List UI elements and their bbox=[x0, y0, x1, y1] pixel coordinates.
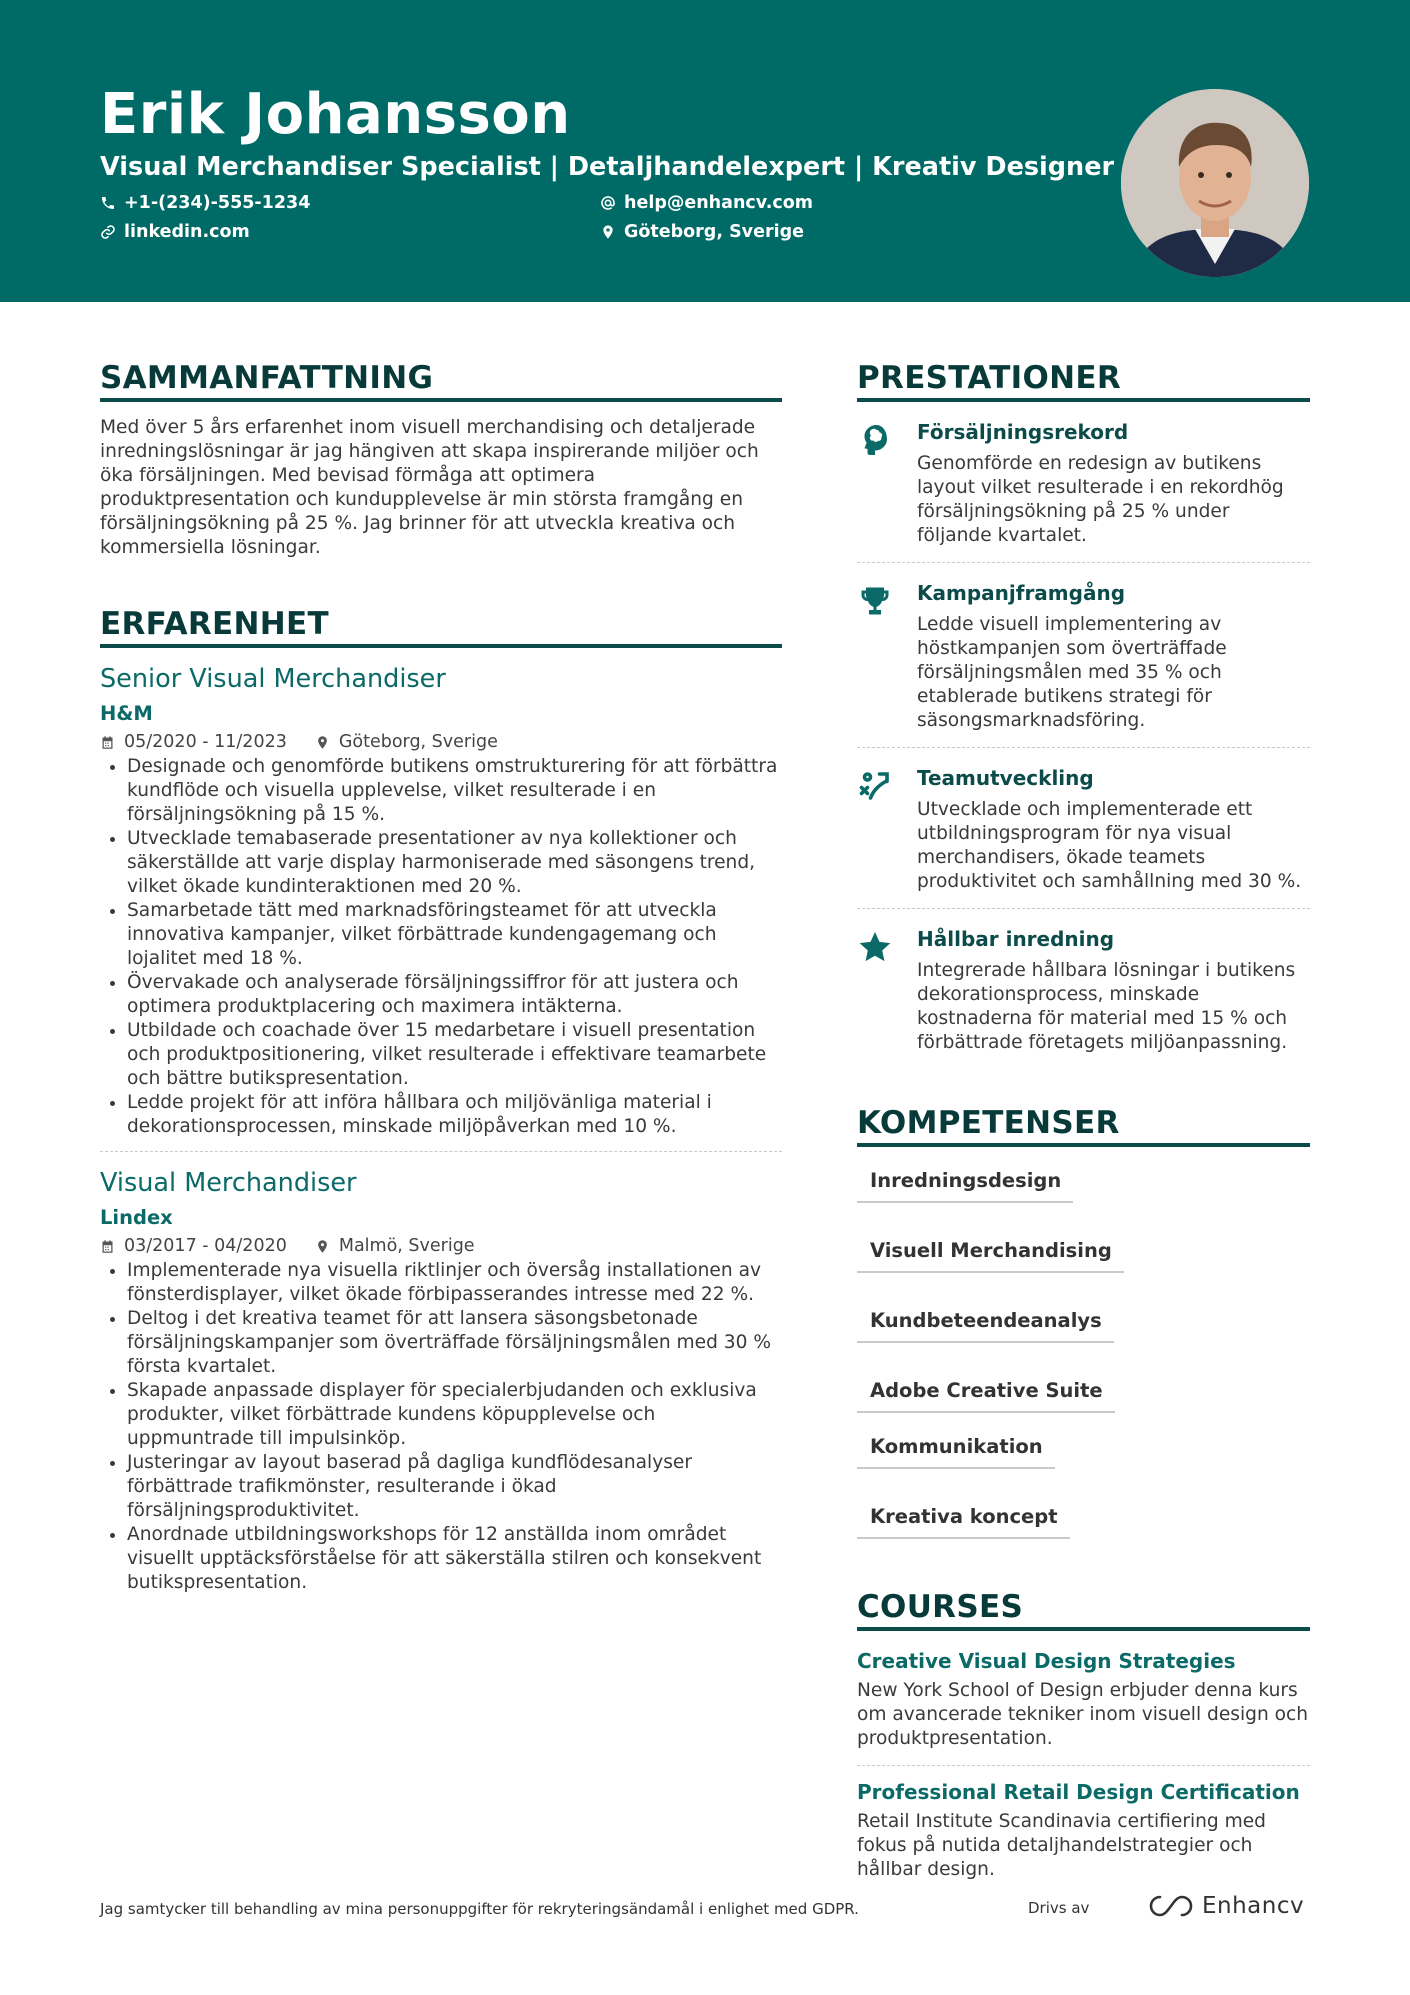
email-contact[interactable] bbox=[600, 193, 813, 213]
calendar-icon bbox=[100, 1239, 115, 1254]
job-dates: 05/2020 - 11/2023 bbox=[124, 732, 287, 752]
achievement-title: Kampanjframgång bbox=[917, 581, 1126, 605]
summary-section bbox=[100, 360, 782, 560]
course-text: New York School of Design erbjuder denna kurs om avancerade tekniker inom visuell design och produktpresentation. bbox=[857, 1680, 1309, 1749]
course-item bbox=[857, 1631, 1310, 1765]
job-bullet: • Anordnade utbildningsworkshops för 12 anställda inom området visuellt upptäcksförståelse för att säkerställa stilren och konsekvent butikspresentation. bbox=[127, 1523, 782, 1595]
map-pin-icon bbox=[315, 735, 330, 750]
job-bullet: • Utvecklade temabaserade presentationer av nya kollektioner och säkerställde att varje display harmoniserade med säsongens trend, vilket ökade kundinteraktionen med 20 %. bbox=[127, 827, 782, 899]
strategy-icon bbox=[857, 768, 893, 804]
email-text: help@enhancv.com bbox=[624, 193, 814, 213]
header bbox=[0, 0, 1410, 302]
job-dates: 03/2017 - 04/2020 bbox=[124, 1236, 287, 1256]
job-meta bbox=[100, 1236, 782, 1256]
job-location-text: Malmö, Sverige bbox=[338, 1236, 475, 1256]
skill-tag: Kreativa koncept bbox=[857, 1497, 1070, 1539]
profile-photo bbox=[1121, 89, 1309, 277]
phone-contact[interactable] bbox=[100, 193, 310, 213]
enhancv-brand: Enhancv bbox=[1202, 1893, 1305, 1919]
achievement-item bbox=[857, 909, 1310, 1069]
candidate-name: Erik Johansson bbox=[100, 82, 571, 147]
job-bullets bbox=[100, 755, 782, 1139]
candidate-title: Visual Merchandiser Specialist | Detaljhandelexpert | Kreativ Designer bbox=[100, 152, 1115, 182]
course-title: Creative Visual Design Strategies bbox=[857, 1649, 1236, 1673]
star-icon bbox=[857, 929, 893, 965]
job-entry bbox=[100, 664, 782, 1139]
job-title: Senior Visual Merchandiser bbox=[100, 664, 446, 694]
course-item bbox=[857, 1766, 1310, 1882]
skills-heading: KOMPETENSER bbox=[857, 1105, 1310, 1147]
course-title: Professional Retail Design Certification bbox=[857, 1780, 1300, 1804]
map-pin-icon bbox=[600, 224, 616, 240]
phone-icon bbox=[100, 195, 116, 211]
job-bullet: • Deltog i det kreativa teamet för att lansera säsongsbetonade försäljningskampanjer som överträffade försäljningsmålen med 30 % första kvartalet. bbox=[127, 1307, 782, 1379]
job-meta bbox=[100, 732, 782, 752]
achievement-title: Försäljningsrekord bbox=[917, 420, 1129, 444]
achievement-text: Genomförde en redesign av butikens layout vilket resulterade i en rekordhög försäljningsökning på 25 % under följande kvartalet. bbox=[917, 453, 1284, 546]
achievements-heading: PRESTATIONER bbox=[857, 360, 1310, 402]
job-bullet: • Utbildade och coachade över 15 medarbetare i visuell presentation och produktpositionering, vilket resulterade i effektivare teamarbete och bättre butikspresentation. bbox=[127, 1019, 782, 1091]
job-bullet: • Övervakade och analyserade försäljningssiffror för att justera och optimera produktplacering och maximera intäkterna. bbox=[127, 971, 782, 1019]
achievement-text: Utvecklade och implementerade ett utbildningsprogram för nya visual merchandisers, ökade teamets produktivitet och samhållning med 30 %. bbox=[917, 799, 1302, 892]
achievement-item bbox=[857, 748, 1310, 908]
achievement-title: Teamutveckling bbox=[917, 766, 1094, 790]
at-icon bbox=[600, 195, 616, 211]
job-company: Lindex bbox=[100, 1206, 173, 1229]
linkedin-text: linkedin.com bbox=[124, 222, 250, 242]
job-bullet: • Ledde projekt för att införa hållbara och miljövänliga material i dekorationsprocessen, minskade miljöpåverkan med 10 %. bbox=[127, 1091, 782, 1139]
job-location bbox=[315, 1236, 475, 1256]
job-location-text: Göteborg, Sverige bbox=[338, 732, 498, 752]
right-column bbox=[857, 360, 1310, 1882]
linkedin-contact[interactable] bbox=[100, 222, 250, 242]
courses-heading: COURSES bbox=[857, 1589, 1310, 1631]
calendar-icon bbox=[100, 735, 115, 750]
job-bullet: • Implementerade nya visuella riktlinjer och översåg installationen av fönsterdisplayer, vilket ökade förbipasserandes intresse med 22 %. bbox=[127, 1259, 782, 1307]
achievement-item bbox=[857, 402, 1310, 562]
link-icon bbox=[100, 224, 116, 240]
job-bullet: • Designade och genomförde butikens omstrukturering för att förbättra kundflöde och visuella upplevelse, vilket resulterade i en försäljningsökning på 15 %. bbox=[127, 755, 782, 827]
achievement-item bbox=[857, 563, 1310, 747]
enhancv-logo[interactable] bbox=[1148, 1893, 1304, 1919]
location-text: Göteborg, Sverige bbox=[624, 222, 804, 242]
skill-tag: Adobe Creative Suite bbox=[857, 1371, 1115, 1413]
job-company: H&M bbox=[100, 702, 153, 725]
location-contact bbox=[600, 222, 804, 242]
job-entry bbox=[100, 1168, 782, 1595]
job-bullets bbox=[100, 1259, 782, 1595]
powered-by-label: Drivs av bbox=[1028, 1899, 1090, 1917]
achievement-title: Hållbar inredning bbox=[917, 927, 1115, 951]
job-bullet: • Justeringar av layout baserad på dagliga kundflödesanalyser förbättrade trafikmönster, resulterande i ökad försäljningsproduktivitet. bbox=[127, 1451, 782, 1523]
job-bullet: • Skapade anpassade displayer för specialerbjudanden och exklusiva produkter, vilket förbättrade kundens köpupplevelse och uppmuntrade till impulsinköp. bbox=[127, 1379, 782, 1451]
job-location bbox=[315, 732, 498, 752]
achievement-text: Ledde visuell implementering av höstkampanjen som överträffade försäljningsmålen med 35 % och etablerade butikens strategi för säsongsmarknadsföring. bbox=[917, 614, 1227, 731]
skills-list bbox=[857, 1161, 1310, 1539]
enhancv-logo-icon bbox=[1148, 1893, 1194, 1919]
phone-text: +1-(234)-555-1234 bbox=[124, 193, 311, 213]
experience-heading: ERFARENHET bbox=[100, 606, 782, 648]
divider bbox=[100, 1151, 782, 1152]
experience-section bbox=[100, 606, 782, 1595]
skill-tag: Inredningsdesign bbox=[857, 1161, 1073, 1203]
job-title: Visual Merchandiser bbox=[100, 1168, 357, 1198]
job-bullet: • Samarbetade tätt med marknadsföringsteamet för att utveckla innovativa kampanjer, vilket förbättrade kundengagemang och lojalitet med 18 %. bbox=[127, 899, 782, 971]
achievement-text: Integrerade hållbara lösningar i butikens dekorationsprocess, minskade kostnaderna för material med 15 % och förbättrade företagets miljöanpassning. bbox=[917, 960, 1296, 1053]
skill-tag: Kommunikation bbox=[857, 1427, 1055, 1469]
trophy-icon bbox=[857, 583, 893, 619]
skills-section bbox=[857, 1105, 1310, 1539]
summary-heading: SAMMANFATTNING bbox=[100, 360, 782, 402]
skill-tag: Kundbeteendeanalys bbox=[857, 1301, 1114, 1343]
head-brain-icon bbox=[857, 422, 893, 458]
achievements-section bbox=[857, 360, 1310, 1069]
gdpr-note: Jag samtycker till behandling av mina personuppgifter för rekryteringsändamål i enlighet med GDPR. bbox=[100, 1900, 859, 1918]
skill-tag: Visuell Merchandising bbox=[857, 1231, 1124, 1273]
summary-text: Med över 5 års erfarenhet inom visuell merchandising och detaljerade inredningslösningar är jag hängiven att skapa inspirerande miljöer och öka försäljningen. Med bevisad förmåga att optimera produktpresentation och kundupplevelse är min största framgång en försäljningsökning på 25 %. Jag brinner för att utveckla kreativa och kommersiella lösningar. bbox=[100, 417, 759, 558]
courses-section bbox=[857, 1589, 1310, 1882]
course-text: Retail Institute Scandinavia certifiering med fokus på nutida detaljhandelstrategier och hållbar design. bbox=[857, 1811, 1266, 1880]
left-column bbox=[100, 360, 782, 1595]
map-pin-icon bbox=[315, 1239, 330, 1254]
